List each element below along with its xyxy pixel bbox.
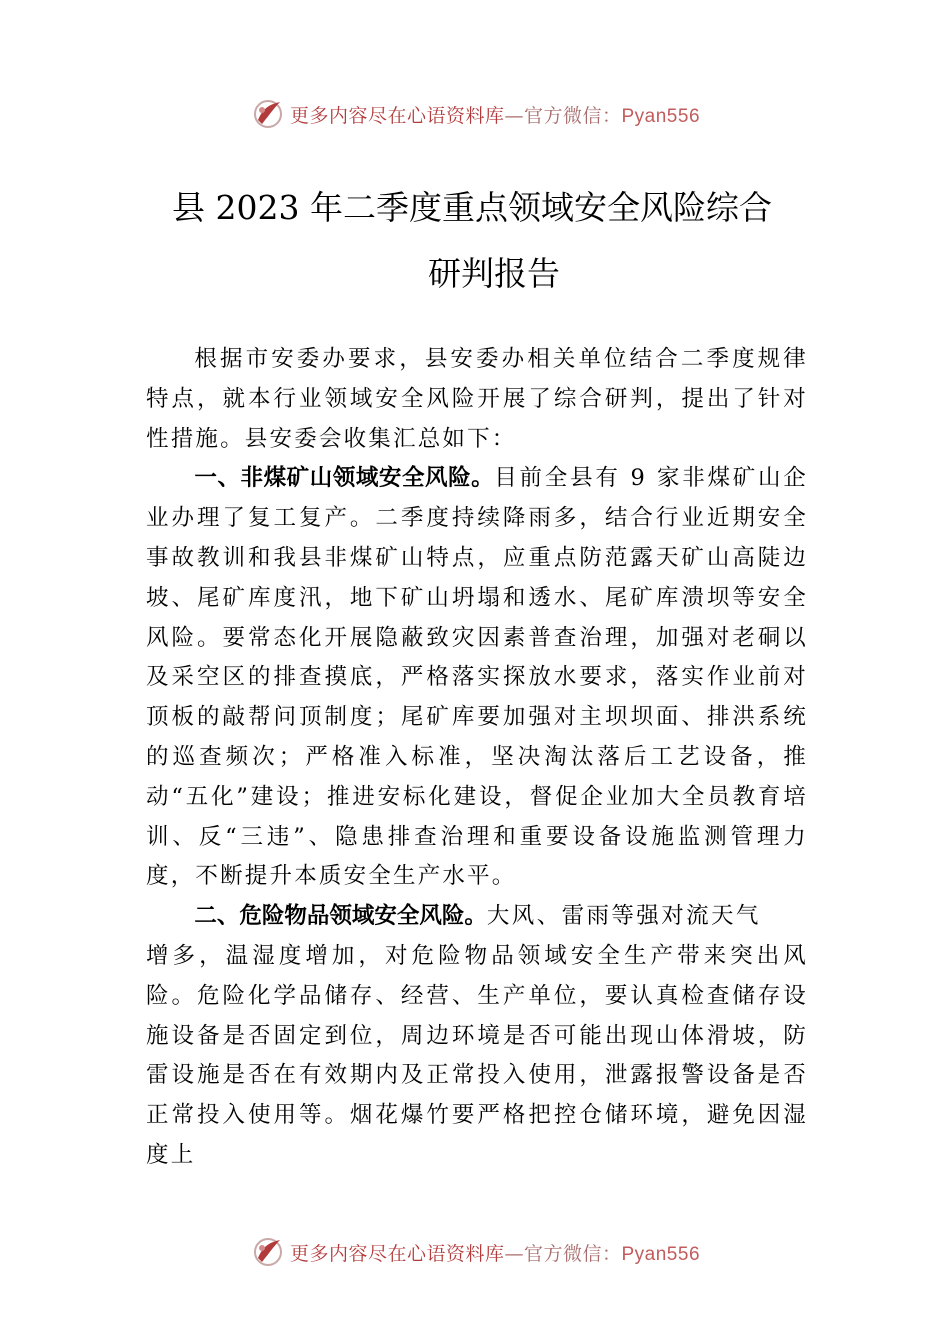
section-1-heading: 一、非煤矿山领域安全风险。: [194, 465, 495, 492]
section-2-first-line: 大风、雷雨等强对流天气: [486, 903, 761, 930]
intro-paragraph: 根据市安委办要求，县安委办相关单位结合二季度规律特点，就本行业领域安全风险开展了综合研判，提出了针对性措施。县安委会收集汇总如下：: [146, 346, 808, 452]
title-line-1: 县 2023 年二季度重点领域安全风险综合: [172, 188, 772, 227]
document-body: [146, 340, 808, 1176]
header-banner-text: 更多内容尽在心语资料库—官方微信：Pyan556: [289, 104, 701, 127]
header-banner: [0, 94, 950, 134]
brand-logo-icon: [250, 1234, 286, 1270]
footer-banner: [0, 1232, 950, 1272]
footer-banner-text: 更多内容尽在心语资料库—官方微信：Pyan556: [289, 1242, 701, 1265]
brand-logo-icon: [250, 96, 286, 132]
section-1-paragraph: [146, 459, 808, 897]
section-2-continued: 增多，温湿度增加，对危险物品领域安全生产带来突出风险。危险化学品储存、经营、生产单位，要认真检查储存设施设备是否固定到位，周边环境是否可能出现山体滑坡，防雷设施是否在有效期内及正常投入使用，泄露报警设备是否正常投入使用等。烟花爆竹要严格把控仓储环境，避免因湿度上: [146, 942, 808, 1168]
section-2-paragraph: [146, 897, 808, 937]
document-title: [0, 175, 950, 307]
title-line-2: 研判报告: [428, 254, 560, 293]
section-1-text: 目前全县有 9 家非煤矿山企业办理了复工复产。二季度持续降雨多，结合行业近期安全事故教训和我县非煤矿山特点，应重点防范露天矿山高陡边坡、尾矿库度汛，地下矿山坍塌和透水、尾矿库溃坝等安全风险。要常态化开展隐蔽致灾因素普查治理，加强对老硐以及采空区的排查摸底，严格落实探放水要求，落实作业前对顶板的敲帮问顶制度；尾矿库要加强对主坝坝面、排洪系统的巡查频次；严格准入标准，坚决淘汰落后工艺设备，推动“五化”建设；推进安标化建设，督促企业加大全员教育培训、反“三违”、隐患排查治理和重要设备设施监测管理力度，不断提升本质安全生产水平。: [146, 465, 808, 890]
section-2-heading: 二、危险物品领域安全风险。: [194, 903, 487, 930]
